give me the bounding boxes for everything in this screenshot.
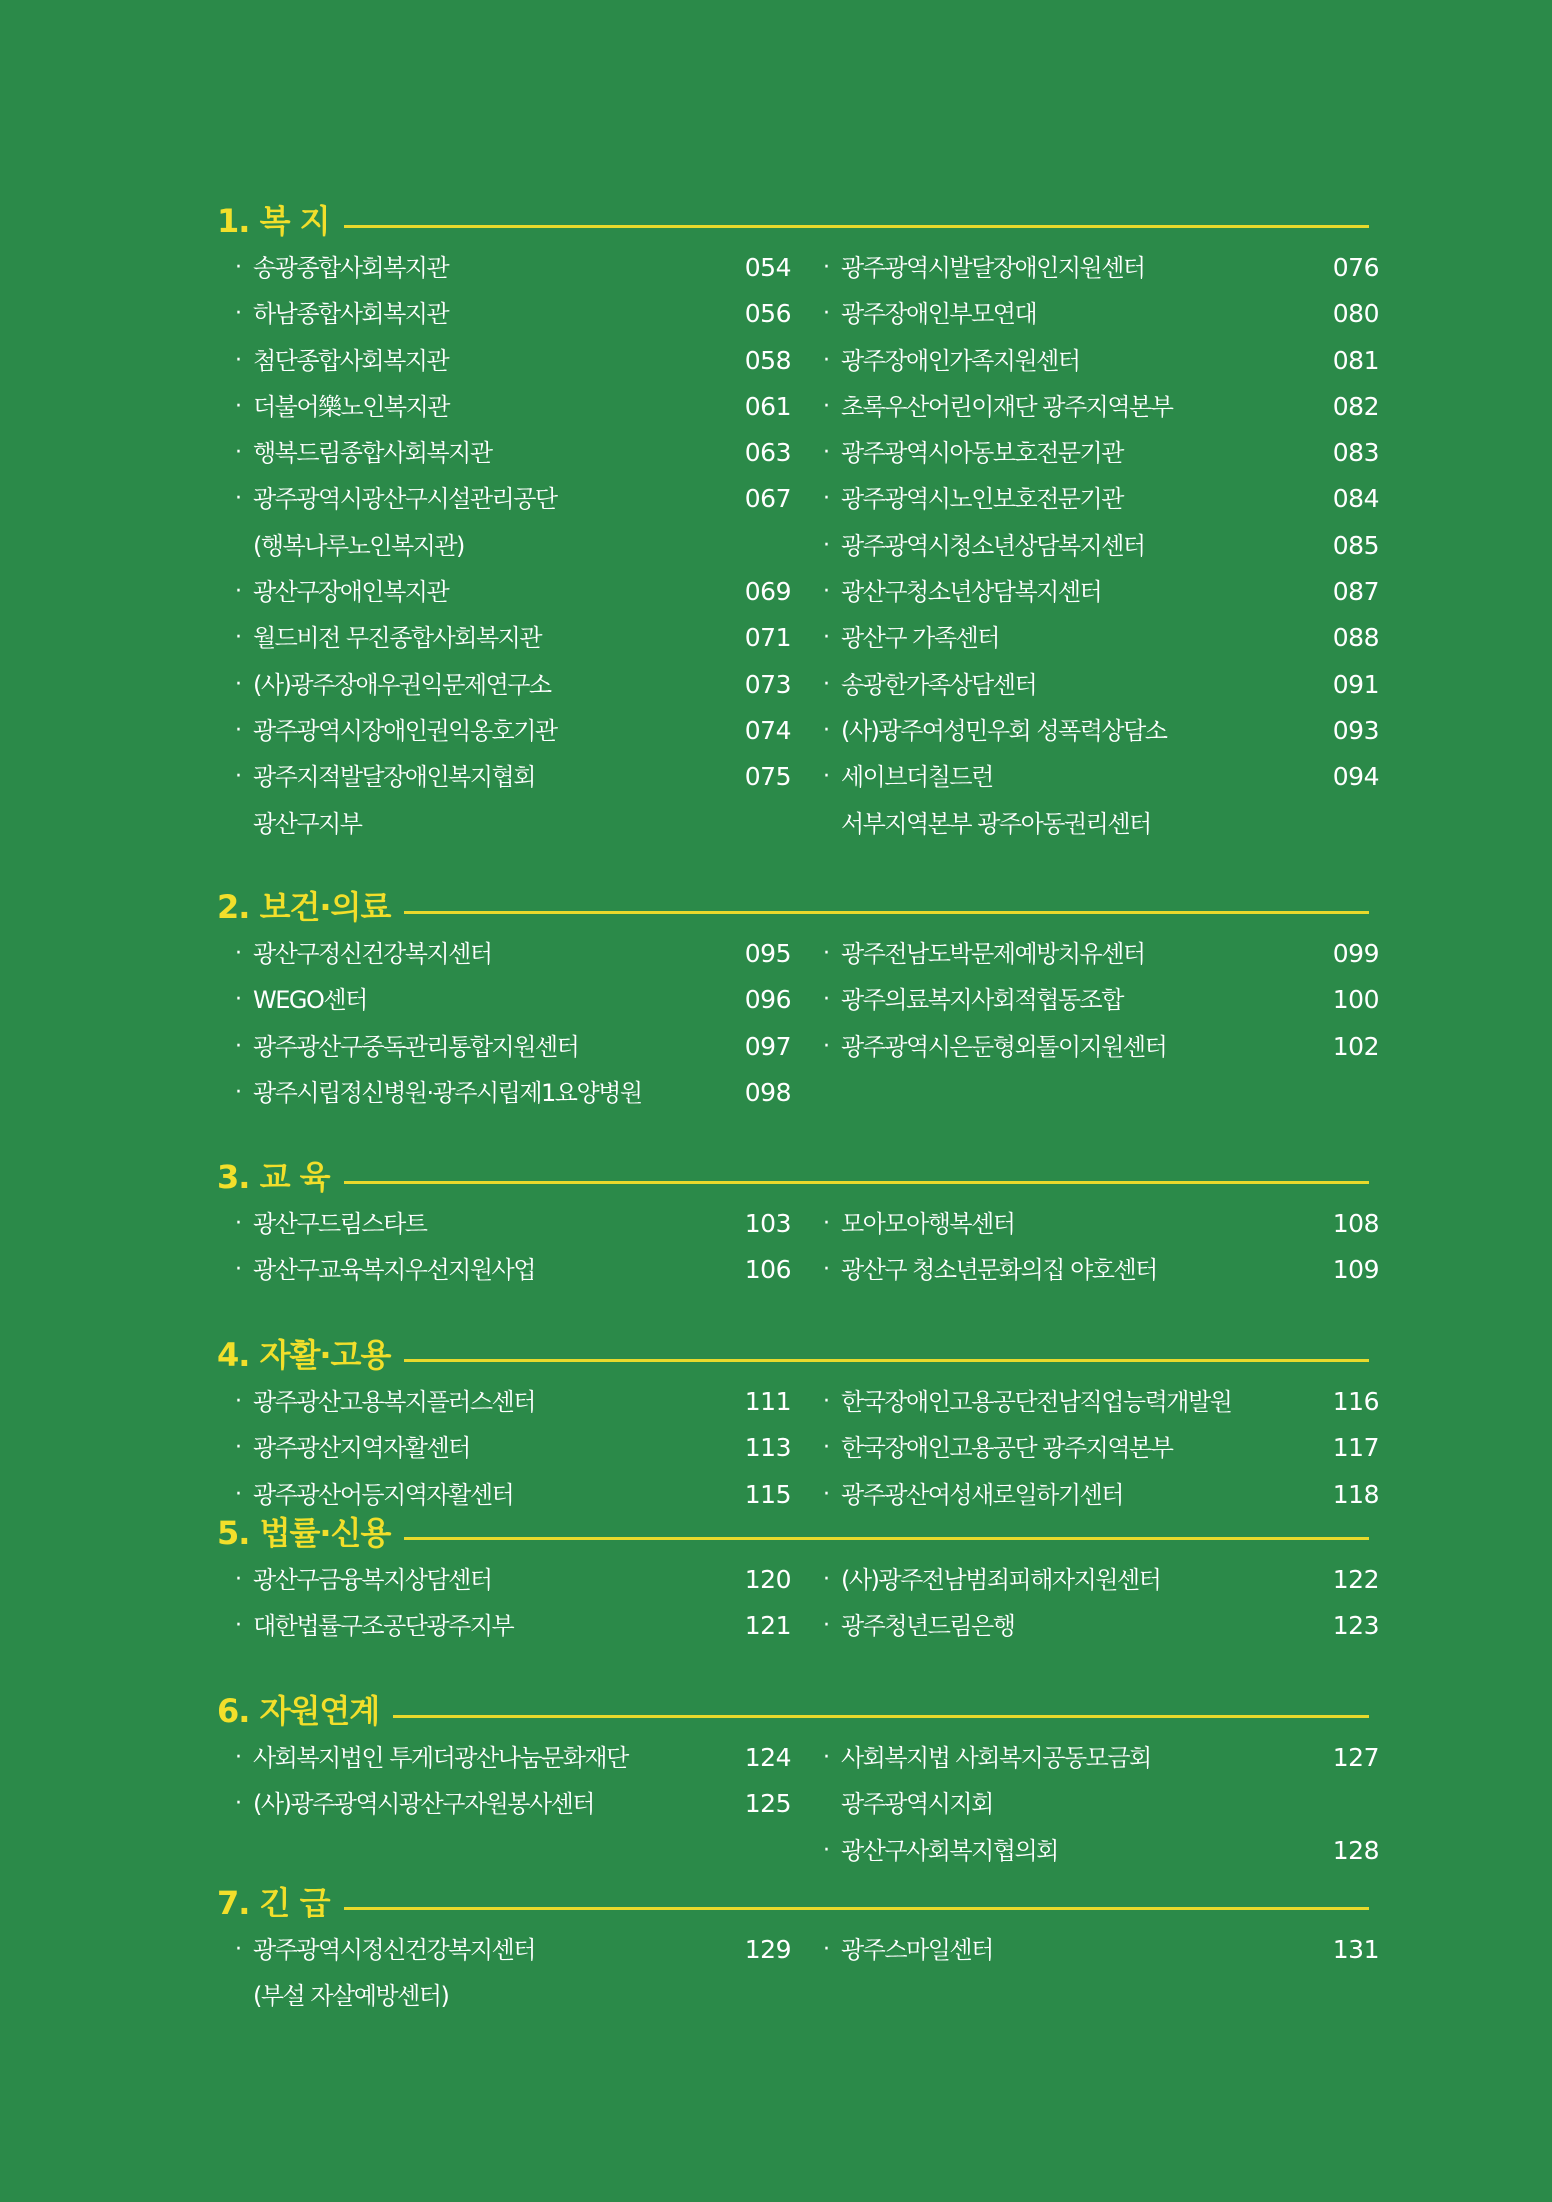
bullet-icon: · <box>235 393 242 419</box>
bullet-icon: · <box>823 347 830 373</box>
toc-entry-page: 063 <box>744 438 791 468</box>
toc-entry-page: 069 <box>744 577 791 607</box>
toc-section <box>217 1690 1379 1875</box>
toc-entry[interactable] <box>235 755 795 801</box>
bullet-icon: · <box>235 987 242 1013</box>
bullet-icon: · <box>823 1435 830 1461</box>
toc-entry-name: 광주광역시장애인권익옹호기관 <box>253 716 557 745</box>
bullet-icon: · <box>235 717 242 743</box>
bullet-icon: · <box>235 1567 242 1592</box>
toc-entry-page: 118 <box>1332 1479 1379 1509</box>
toc-column-right <box>823 1928 1383 1974</box>
toc-column-left <box>235 1558 795 1651</box>
toc-entry-page: 106 <box>744 1255 791 1285</box>
bullet-icon: · <box>823 1567 830 1592</box>
toc-entry[interactable] <box>823 663 1383 709</box>
toc-entry-page: 116 <box>1332 1387 1379 1416</box>
toc-entry-name: 광주광역시노인보호전문기관 <box>841 485 1123 514</box>
bullet-icon: · <box>235 1791 242 1817</box>
toc-entry-name: 광주시립정신병원·광주시립제1요양병원 <box>253 1078 642 1107</box>
toc-entry-page: 084 <box>1332 484 1379 514</box>
toc-entry-name: 사회복지법 사회복지공동모금회 <box>841 1744 1151 1772</box>
toc-entry[interactable] <box>823 292 1383 338</box>
toc-entry[interactable] <box>823 1426 1383 1472</box>
bullet-icon: · <box>235 301 242 327</box>
toc-entry-page: 093 <box>1332 715 1379 745</box>
section-title: 4. 자활·고용 <box>217 1334 404 1376</box>
toc-entry[interactable] <box>823 431 1383 477</box>
toc-entry-page: 073 <box>744 669 791 699</box>
bullet-icon: · <box>235 1435 242 1461</box>
section-header <box>217 1156 1369 1202</box>
toc-entry-name: 광산구드림스타트 <box>253 1210 427 1238</box>
toc-entry-page: 123 <box>1332 1611 1379 1641</box>
bullet-icon: · <box>235 1613 242 1639</box>
toc-entry-name: 광주의료복지사회적협동조합 <box>841 986 1123 1015</box>
bullet-icon: · <box>823 1745 830 1770</box>
toc-entry-name: 송광종합사회복지관 <box>253 254 449 282</box>
toc-entry-name: 한국장애인고용공단 광주지역본부 <box>841 1434 1173 1463</box>
toc-entry-page: 056 <box>744 299 791 329</box>
toc-entry-name: 광산구장애인복지관 <box>253 578 449 607</box>
toc-entry[interactable] <box>235 1604 795 1650</box>
section-title: 5. 법률·신용 <box>217 1512 404 1554</box>
toc-entry[interactable] <box>235 1736 795 1782</box>
toc-entry-name: 행복드림종합사회복지관 <box>253 439 492 468</box>
toc-entry-page: 087 <box>1332 577 1379 607</box>
bullet-icon: · <box>235 255 242 280</box>
toc-entry[interactable] <box>823 932 1383 978</box>
toc-entry-name: 사회복지법인 투게더광산나눔문화재단 <box>253 1744 628 1772</box>
bullet-icon: · <box>823 941 830 966</box>
bullet-icon: · <box>823 1389 830 1414</box>
toc-entry[interactable] <box>823 616 1383 662</box>
toc-entry-name: 초록우산어린이재단 광주지역본부 <box>841 392 1173 421</box>
toc-entry-page: 096 <box>744 985 791 1015</box>
toc-entry-page: 113 <box>744 1433 791 1463</box>
toc-entry-name: 광주광역시청소년상담복지센터 <box>841 531 1145 560</box>
toc-entry-name: 월드비전 무진종합사회복지관 <box>253 624 542 653</box>
toc-entry[interactable] <box>235 1202 795 1248</box>
bullet-icon: · <box>235 941 242 966</box>
toc-column-left <box>235 1202 795 1295</box>
toc-entry-page: 054 <box>744 253 791 282</box>
toc-entry[interactable] <box>823 1829 1383 1875</box>
section-title: 2. 보건·의료 <box>217 886 404 928</box>
toc-entry-page: 097 <box>744 1031 791 1061</box>
toc-entry-name: (행복나루노인복지관) <box>253 531 464 560</box>
toc-column-left <box>235 932 795 1117</box>
bullet-icon: · <box>823 301 830 327</box>
toc-entry-name: 광주광산여성새로일하기센터 <box>841 1480 1123 1509</box>
bullet-icon: · <box>823 1481 830 1507</box>
toc-entry[interactable] <box>235 802 795 848</box>
bullet-icon: · <box>823 1211 830 1236</box>
toc-entry[interactable] <box>823 1782 1383 1828</box>
toc-entry-page: 085 <box>1332 530 1379 560</box>
toc-entry[interactable] <box>823 1380 1383 1426</box>
bullet-icon: · <box>823 393 830 419</box>
bullet-icon: · <box>235 1937 242 1962</box>
bullet-icon: · <box>235 764 242 790</box>
toc-entry[interactable] <box>235 709 795 755</box>
toc-entry-name: 광주광역시발달장애인지원센터 <box>841 254 1145 282</box>
section-header <box>217 1690 1369 1736</box>
toc-entry-name: 광주전남도박문제예방치유센터 <box>841 940 1145 968</box>
bullet-icon: · <box>823 987 830 1013</box>
toc-entry[interactable] <box>235 477 795 523</box>
toc-entry[interactable] <box>823 978 1383 1024</box>
toc-entry[interactable] <box>235 1426 795 1472</box>
toc-entry-page: 099 <box>1332 939 1379 968</box>
toc-entry-name: WEGO센터 <box>253 986 367 1015</box>
toc-entry-name: 광주광산지역자활센터 <box>253 1434 470 1463</box>
toc-entry[interactable] <box>823 802 1383 848</box>
toc-column-left <box>235 1380 795 1519</box>
toc-entry-name: 더불어樂노인복지관 <box>253 392 449 421</box>
toc-entry-page: 120 <box>744 1565 791 1594</box>
toc-entry[interactable] <box>823 755 1383 801</box>
toc-column-right <box>823 1736 1383 1875</box>
toc-entry[interactable] <box>235 978 795 1024</box>
bullet-icon: · <box>823 1613 830 1639</box>
toc-entry-page: 124 <box>744 1743 791 1772</box>
toc-entry[interactable] <box>235 385 795 431</box>
toc-entry-page: 108 <box>1332 1209 1379 1238</box>
toc-entry-name: 광산구사회복지협의회 <box>841 1836 1058 1865</box>
toc-entry-name: 모아모아행복센터 <box>841 1210 1015 1238</box>
bullet-icon: · <box>823 1937 830 1962</box>
toc-entry-page: 075 <box>744 762 791 792</box>
toc-entry-page: 061 <box>744 391 791 421</box>
toc-entry-name: (사)광주광역시광산구자원봉사센터 <box>253 1790 594 1819</box>
toc-entry[interactable] <box>235 1025 795 1071</box>
toc-entry-name: 광산구교육복지우선지원사업 <box>253 1256 535 1285</box>
toc-entry-page: 127 <box>1332 1743 1379 1772</box>
bullet-icon: · <box>823 440 830 466</box>
toc-entry[interactable] <box>823 1025 1383 1071</box>
toc-column-right <box>823 932 1383 1071</box>
bullet-icon: · <box>235 1257 242 1283</box>
toc-entry-page: 131 <box>1332 1935 1379 1964</box>
toc-entry-page: 088 <box>1332 623 1379 653</box>
bullet-icon: · <box>823 1837 830 1863</box>
toc-section <box>217 200 1379 848</box>
toc-entry-name: 광산구 청소년문화의집 야호센터 <box>841 1256 1157 1285</box>
toc-column-right <box>823 246 1383 848</box>
toc-entry[interactable] <box>823 709 1383 755</box>
toc-entry-page: 067 <box>744 484 791 514</box>
section-header <box>217 886 1369 932</box>
toc-section <box>217 886 1379 1117</box>
toc-entry[interactable] <box>235 1558 795 1604</box>
bullet-icon: · <box>235 1079 242 1105</box>
toc-entry[interactable] <box>235 1248 795 1294</box>
toc-entry-page: 129 <box>744 1935 791 1964</box>
toc-column-right <box>823 1202 1383 1295</box>
toc-entry[interactable] <box>235 524 795 570</box>
toc-entry[interactable] <box>235 246 795 292</box>
toc-entry-name: 광주광산구중독관리통합지원센터 <box>253 1032 579 1061</box>
toc-entry-name: 첨단종합사회복지관 <box>253 346 449 375</box>
toc-entry-page: 128 <box>1332 1835 1379 1865</box>
toc-entry-name: 한국장애인고용공단전남직업능력개발원 <box>841 1388 1232 1416</box>
bullet-icon: · <box>823 1033 830 1059</box>
toc-entry[interactable] <box>235 663 795 709</box>
toc-entry-page: 080 <box>1332 299 1379 329</box>
toc-section <box>217 1882 1379 2021</box>
toc-entry-name: 광주광산고용복지플러스센터 <box>253 1388 535 1416</box>
toc-entry[interactable] <box>235 932 795 978</box>
toc-column-right <box>823 1558 1383 1651</box>
bullet-icon: · <box>235 347 242 373</box>
section-header <box>217 200 1369 246</box>
bullet-icon: · <box>235 671 242 697</box>
toc-entry-name: 광주광역시정신건강복지센터 <box>253 1936 535 1964</box>
toc-entry[interactable] <box>235 1071 795 1117</box>
toc-entry-name: 광주광역시아동보호전문기관 <box>841 439 1123 468</box>
toc-entry-page: 074 <box>744 715 791 745</box>
toc-entry[interactable] <box>235 1380 795 1426</box>
bullet-icon: · <box>235 625 242 651</box>
bullet-icon: · <box>235 1481 242 1507</box>
bullet-icon: · <box>823 1257 830 1283</box>
section-header <box>217 1882 1369 1928</box>
toc-entry[interactable] <box>823 1928 1383 1974</box>
toc-entry[interactable] <box>823 1604 1383 1650</box>
toc-entry-name: 광주청년드림은행 <box>841 1612 1015 1641</box>
toc-entry-name: 광주광역시지회 <box>841 1790 993 1819</box>
toc-entry-page: 076 <box>1332 253 1379 282</box>
toc-entry-name: 광산구 가족센터 <box>841 624 999 653</box>
toc-entry-page: 058 <box>744 345 791 375</box>
bullet-icon: · <box>823 532 830 558</box>
toc-entry[interactable] <box>235 616 795 662</box>
toc-entry-page: 117 <box>1332 1433 1379 1463</box>
toc-entry-name: 광주광산어등지역자활센터 <box>253 1480 514 1509</box>
toc-entry-name: 서부지역본부 광주아동권리센터 <box>841 809 1151 838</box>
toc-entry-name: 광주지적발달장애인복지협회 <box>253 763 535 792</box>
bullet-icon: · <box>823 255 830 280</box>
toc-section <box>217 1512 1379 1651</box>
toc-entry[interactable] <box>823 246 1383 292</box>
section-divider <box>217 1181 1369 1184</box>
toc-entry-page: 091 <box>1332 669 1379 699</box>
bullet-icon: · <box>235 1033 242 1059</box>
toc-entry-name: 세이브더칠드런 <box>841 763 993 792</box>
toc-entry[interactable] <box>823 1202 1383 1248</box>
section-title: 1. 복 지 <box>217 200 344 242</box>
section-divider <box>217 225 1369 228</box>
toc-entry[interactable] <box>235 431 795 477</box>
toc-entry-name: (사)광주전남범죄피해자지원센터 <box>841 1566 1161 1594</box>
toc-entry-page: 095 <box>744 939 791 968</box>
toc-entry-name: 광산구청소년상담복지센터 <box>841 578 1102 607</box>
toc-entry-name: (사)광주장애우권익문제연구소 <box>253 670 551 699</box>
toc-entry[interactable] <box>823 385 1383 431</box>
toc-entry[interactable] <box>823 1736 1383 1782</box>
toc-entry[interactable] <box>235 339 795 385</box>
toc-entry[interactable] <box>823 477 1383 523</box>
toc-entry[interactable] <box>823 339 1383 385</box>
toc-entry-name: 광주광역시은둔형외톨이지원센터 <box>841 1032 1167 1061</box>
toc-entry-name: (부설 자살예방센터) <box>253 1982 449 2011</box>
section-title: 7. 긴 급 <box>217 1882 344 1924</box>
toc-entry-page: 098 <box>744 1077 791 1107</box>
toc-entry-name: 광산구정신건강복지센터 <box>253 940 492 968</box>
toc-entry[interactable] <box>235 570 795 616</box>
toc-entry-name: 광산구금융복지상담센터 <box>253 1566 492 1594</box>
toc-entry-name: 광산구지부 <box>253 809 362 838</box>
toc-entry-page: 081 <box>1332 345 1379 375</box>
toc-entry[interactable] <box>823 524 1383 570</box>
toc-entry[interactable] <box>823 570 1383 616</box>
toc-entry-name: 하남종합사회복지관 <box>253 300 449 329</box>
toc-section <box>217 1334 1379 1519</box>
bullet-icon: · <box>823 579 830 605</box>
toc-column-left <box>235 1736 795 1829</box>
toc-entry-name: 광주장애인가족지원센터 <box>841 346 1080 375</box>
toc-entry-page: 082 <box>1332 391 1379 421</box>
toc-entry[interactable] <box>235 1974 795 2020</box>
toc-entry-name: 대한법률구조공단광주지부 <box>253 1612 514 1641</box>
bullet-icon: · <box>235 1389 242 1414</box>
section-header <box>217 1334 1369 1380</box>
toc-entry-page: 100 <box>1332 985 1379 1015</box>
bullet-icon: · <box>823 717 830 743</box>
toc-entry-name: 광주스마일센터 <box>841 1936 993 1964</box>
toc-entry-name: 광주광역시광산구시설관리공단 <box>253 485 557 514</box>
toc-column-left <box>235 246 795 848</box>
toc-entry-page: 111 <box>744 1387 791 1416</box>
bullet-icon: · <box>235 486 242 512</box>
toc-entry-name: 송광한가족상담센터 <box>841 670 1037 699</box>
toc-section <box>217 1156 1379 1295</box>
bullet-icon: · <box>823 625 830 651</box>
bullet-icon: · <box>823 486 830 512</box>
toc-entry-page: 083 <box>1332 438 1379 468</box>
bullet-icon: · <box>235 579 242 605</box>
toc-entry[interactable] <box>235 1928 795 1974</box>
toc-entry-page: 121 <box>744 1611 791 1641</box>
toc-column-left <box>235 1928 795 2021</box>
toc-entry-name: (사)광주여성민우회 성폭력상담소 <box>841 716 1167 745</box>
toc-entry-page: 102 <box>1332 1031 1379 1061</box>
toc-entry[interactable] <box>823 1558 1383 1604</box>
toc-entry-page: 122 <box>1332 1565 1379 1594</box>
toc-entry[interactable] <box>823 1248 1383 1294</box>
section-divider <box>217 1907 1369 1910</box>
toc-column-right <box>823 1380 1383 1519</box>
bullet-icon: · <box>235 440 242 466</box>
section-title: 6. 자원연계 <box>217 1690 393 1732</box>
toc-entry-page: 103 <box>744 1209 791 1238</box>
toc-entry-page: 115 <box>744 1479 791 1509</box>
bullet-icon: · <box>823 764 830 790</box>
bullet-icon: · <box>823 671 830 697</box>
toc-entry-page: 125 <box>744 1789 791 1819</box>
toc-entry[interactable] <box>235 1782 795 1828</box>
section-header <box>217 1512 1369 1558</box>
toc-entry-page: 109 <box>1332 1255 1379 1285</box>
toc-entry-name: 광주장애인부모연대 <box>841 300 1037 329</box>
section-title: 3. 교 육 <box>217 1156 344 1198</box>
bullet-icon: · <box>235 1745 242 1770</box>
toc-entry[interactable] <box>235 292 795 338</box>
toc-entry-page: 094 <box>1332 762 1379 792</box>
bullet-icon: · <box>235 1211 242 1236</box>
toc-entry-page: 071 <box>744 623 791 653</box>
